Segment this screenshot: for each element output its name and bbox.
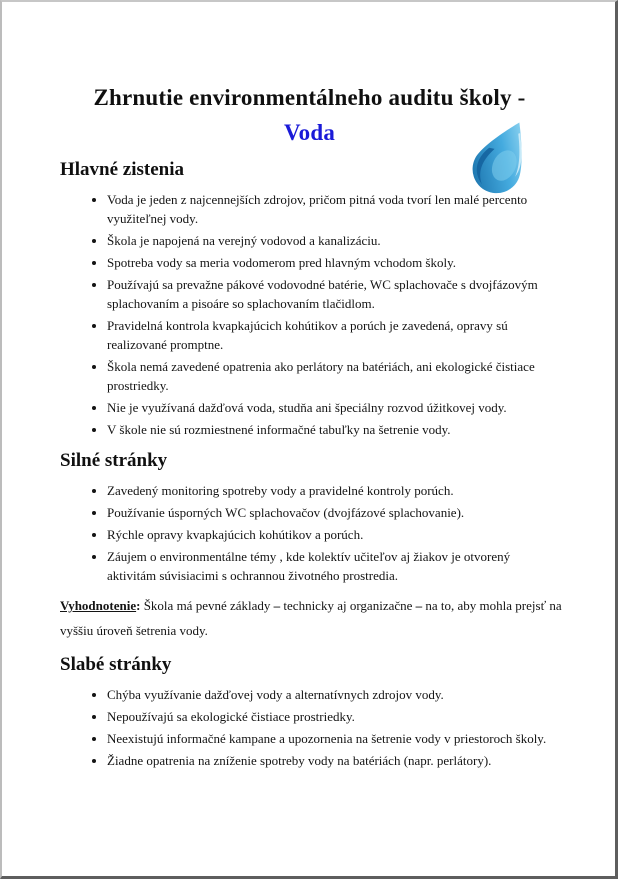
list-item: • Spotreba vody sa meria vodomerom pred hlavným vchodom školy. bbox=[107, 253, 557, 272]
list-item: • Rýchle opravy kvapkajúcich kohútikov a porúch. bbox=[107, 525, 557, 544]
list-item: • Nepoužívajú sa ekologické čistiace prostriedky. bbox=[107, 707, 557, 726]
list-item: • Škola nemá zavedené opatrenia ako perlátory na batériách, ani ekologické čistiace prostriedky. bbox=[107, 357, 557, 395]
section-heading-strengths: Silné stránky bbox=[60, 450, 168, 471]
list-item: • Voda je jeden z najcennejších zdrojov, pričom pitná voda tvorí len malé percento využiteľnej vody. bbox=[107, 190, 557, 228]
list-item: • Používajú sa prevažne pákové vodovodné batérie, WC splachovače s dvojfázovým splachovaním a pisoáre so splachovaním tlačidlom. bbox=[107, 275, 557, 313]
page-title-accent: Voda bbox=[283, 120, 336, 145]
evaluation-label: Vyhodnotenie bbox=[60, 598, 137, 613]
list-item: • V škole nie sú rozmiestnené informačné tabuľky na šetrenie vody. bbox=[107, 420, 557, 439]
main-findings-list bbox=[60, 190, 557, 439]
list-item: • Škola je napojená na verejný vodovod a kanalizáciu. bbox=[107, 231, 557, 250]
list-item: • Žiadne opatrenia na zníženie spotreby vody na batériách (napr. perlátory). bbox=[107, 751, 557, 770]
list-item: • Používanie úsporných WC splachovačov (dvojfázové splachovanie). bbox=[107, 503, 557, 522]
list-item: • Neexistujú informačné kampane a upozornenia na šetrenie vody v priestoroch školy. bbox=[107, 729, 557, 748]
weaknesses-list bbox=[60, 685, 557, 770]
strengths-list bbox=[60, 481, 557, 585]
list-item: • Chýba využívanie dažďovej vody a alternatívnych zdrojov vody. bbox=[107, 685, 557, 704]
en-dash: – bbox=[415, 598, 423, 613]
list-item: • Zavedený monitoring spotreby vody a pravidelné kontroly porúch. bbox=[107, 481, 557, 500]
en-dash: – bbox=[273, 598, 281, 613]
list-item: • Záujem o environmentálne témy , kde kolektív učiteľov aj žiakov je otvorený aktivitám súvisiacimi s ochrannou životného prostredia. bbox=[107, 547, 557, 585]
list-item: • Nie je využívaná dažďová voda, studňa ani špeciálny rozvod úžitkovej vody. bbox=[107, 398, 557, 417]
evaluation-paragraph: Vyhodnotenie: Škola má pevné základy – technicky aj organizačne – na to, aby mohla prejsť na vyššiu úroveň šetrenia vody. bbox=[60, 598, 562, 638]
section-heading-main-findings: Hlavné zistenia bbox=[60, 159, 185, 180]
list-item: • Pravidelná kontrola kvapkajúcich kohútikov a porúch je zavedená, opravy sú realizované promptne. bbox=[107, 316, 557, 354]
page-title-main: Zhrnutie environmentálneho auditu školy - bbox=[93, 85, 526, 110]
section-heading-weaknesses: Slabé stránky bbox=[60, 654, 172, 675]
water-drop-icon bbox=[466, 116, 540, 196]
